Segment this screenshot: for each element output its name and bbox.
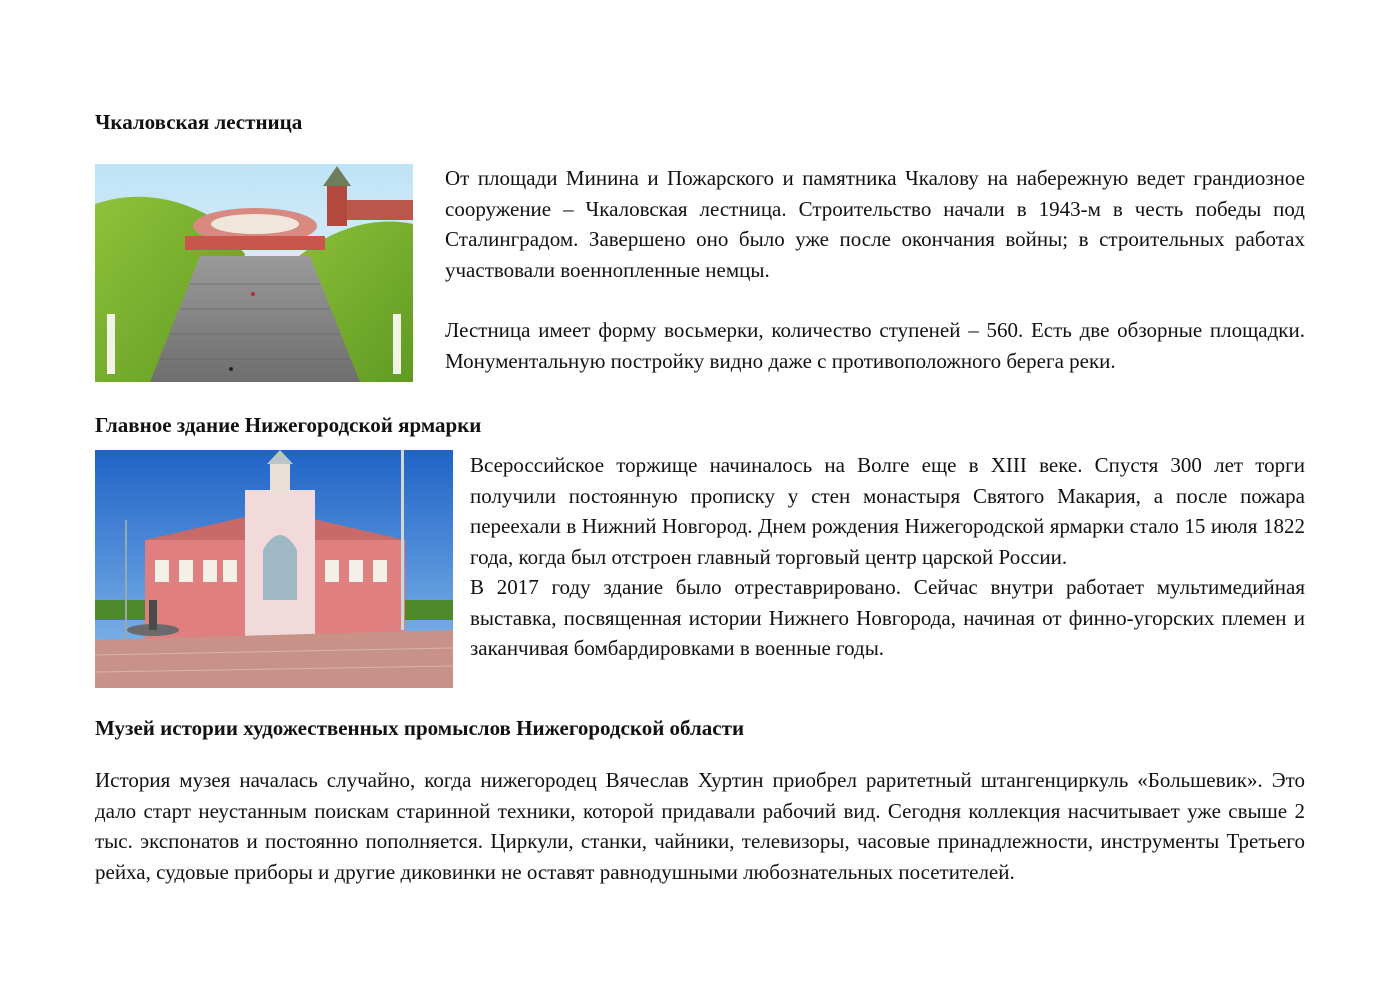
section-body-chkalov-stairs bbox=[445, 163, 1305, 376]
section-heading-fair-building: Главное здание Нижегородской ярмарки bbox=[95, 413, 482, 437]
paragraph: Лестница имеет форму восьмерки, количество ступеней – 560. Есть две обзорные площадки. Монументальную постройку видно даже с противоположного берега реки. bbox=[445, 318, 1305, 373]
paragraph: Всероссийское торжище начиналось на Волге еще в XIII веке. Спустя 300 лет торги получили постоянную прописку у стен монастыря Святого Макария, а после пожара переехали в Нижний Новгород. Днем рождения Нижегородской ярмарки стало 15 июля 1822 года, когда был отстроен главный торговый центр царской России. bbox=[470, 453, 1305, 569]
section-heading-chkalov-stairs: Чкаловская лестница bbox=[95, 110, 303, 134]
section-heading-crafts-museum: Музей истории художественных промыслов Нижегородской области bbox=[95, 716, 745, 740]
paragraph: От площади Минина и Пожарского и памятника Чкалову на набережную ведет грандиозное сооружение – Чкаловская лестница. Строительство начали в 1943-м в честь победы под Сталинградом. Завершено оно было уже после окончания войны; в строительных работах участвовали военнопленные немцы. bbox=[445, 166, 1305, 282]
paragraph: В 2017 году здание было отреставрировано. Сейчас внутри работает мультимедийная выставка, посвященная истории Нижнего Новгорода, начиная от финно-угорских племен и заканчивая бомбардировками в военные годы. bbox=[470, 575, 1305, 660]
section-body-crafts-museum bbox=[95, 765, 1305, 887]
section-body-fair-building bbox=[470, 450, 1305, 664]
photo-chkalov-stairs bbox=[95, 164, 413, 382]
paragraph: История музея началась случайно, когда нижегородец Вячеслав Хуртин приобрел раритетный штангенциркуль «Большевик». Это дало старт неустанным поискам старинной техники, которой придавали рабочий вид. Сегодня коллекция насчитывает уже свыше 2 тыс. экспонатов и постоянно пополняется. Циркули, станки, чайники, телевизоры, часовые принадлежности, инструменты Третьего рейха, судовые приборы и другие диковинки не оставят равнодушными любознательных посетителей. bbox=[95, 768, 1305, 884]
photo-fair-building bbox=[95, 450, 453, 688]
